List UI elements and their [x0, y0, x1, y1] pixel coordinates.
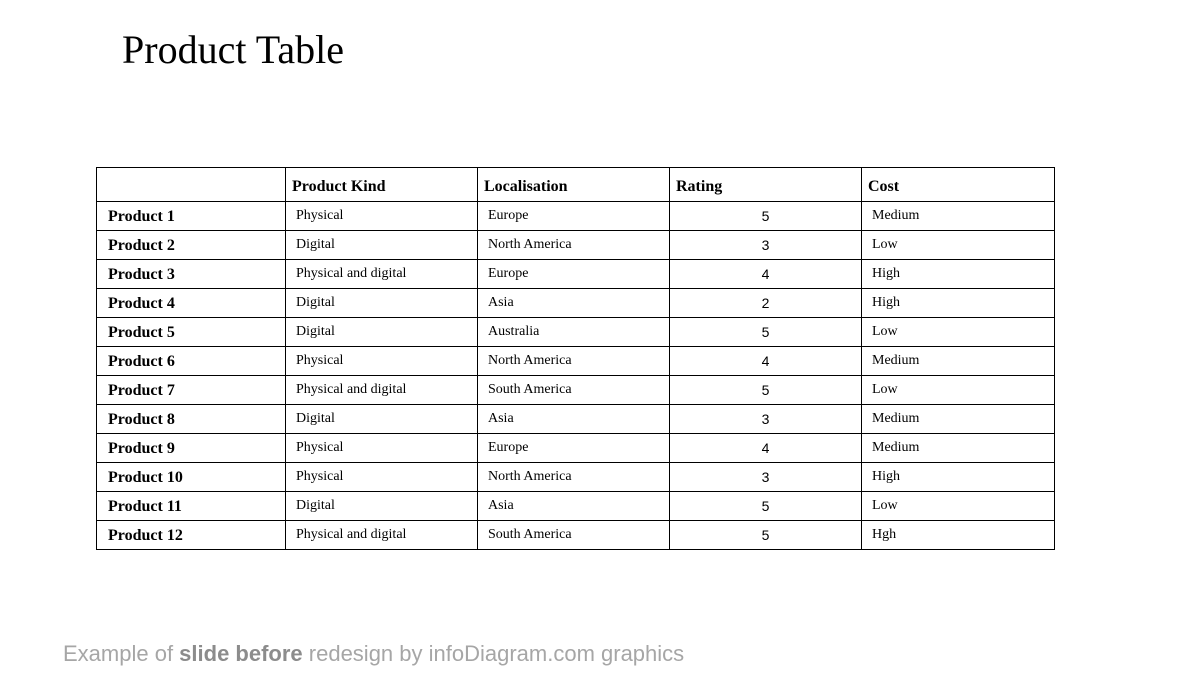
cell-rating: 5	[670, 318, 862, 347]
row-header-product-name: Product 7	[97, 376, 286, 405]
table-row	[97, 521, 1055, 550]
row-header-product-name: Product 1	[97, 202, 286, 231]
table-header-row	[97, 168, 1055, 202]
table-row	[97, 347, 1055, 376]
row-header-product-name: Product 12	[97, 521, 286, 550]
cell-cost: Low	[862, 376, 1055, 405]
table-body	[97, 202, 1055, 550]
cell-rating: 4	[670, 260, 862, 289]
header-cell-empty	[97, 168, 286, 202]
table-row	[97, 260, 1055, 289]
row-header-product-name: Product 3	[97, 260, 286, 289]
cell-rating: 5	[670, 202, 862, 231]
cell-rating: 5	[670, 376, 862, 405]
row-header-product-name: Product 10	[97, 463, 286, 492]
row-header-product-name: Product 2	[97, 231, 286, 260]
cell-cost: Hgh	[862, 521, 1055, 550]
cell-product-kind: Physical and digital	[286, 376, 478, 405]
cell-rating: 5	[670, 521, 862, 550]
cell-rating: 3	[670, 405, 862, 434]
row-header-product-name: Product 9	[97, 434, 286, 463]
footer-caption	[63, 640, 684, 668]
table-row	[97, 318, 1055, 347]
cell-rating: 5	[670, 492, 862, 521]
cell-localisation: Asia	[478, 492, 670, 521]
table-row	[97, 463, 1055, 492]
cell-rating: 3	[670, 463, 862, 492]
row-header-product-name: Product 8	[97, 405, 286, 434]
cell-localisation: South America	[478, 376, 670, 405]
cell-localisation: South America	[478, 521, 670, 550]
cell-cost: Medium	[862, 347, 1055, 376]
header-cell-localisation: Localisation	[478, 168, 670, 202]
cell-localisation: Europe	[478, 260, 670, 289]
table-row	[97, 492, 1055, 521]
cell-localisation: Europe	[478, 434, 670, 463]
cell-cost: High	[862, 463, 1055, 492]
header-cell-product-kind: Product Kind	[286, 168, 478, 202]
footer-text-suffix: redesign by infoDiagram.com graphics	[302, 641, 685, 666]
cell-rating: 3	[670, 231, 862, 260]
cell-product-kind: Physical	[286, 347, 478, 376]
cell-product-kind: Physical and digital	[286, 260, 478, 289]
header-cell-rating: Rating	[670, 168, 862, 202]
cell-rating: 4	[670, 434, 862, 463]
product-table	[96, 167, 1055, 550]
footer-text-prefix: Example of	[63, 641, 180, 666]
cell-cost: Low	[862, 318, 1055, 347]
cell-product-kind: Digital	[286, 289, 478, 318]
cell-localisation: Australia	[478, 318, 670, 347]
cell-product-kind: Physical and digital	[286, 521, 478, 550]
header-cell-cost: Cost	[862, 168, 1055, 202]
table-row	[97, 434, 1055, 463]
table-row	[97, 289, 1055, 318]
row-header-product-name: Product 4	[97, 289, 286, 318]
cell-localisation: Asia	[478, 405, 670, 434]
cell-localisation: North America	[478, 347, 670, 376]
cell-cost: Low	[862, 492, 1055, 521]
cell-localisation: North America	[478, 463, 670, 492]
row-header-product-name: Product 11	[97, 492, 286, 521]
cell-product-kind: Physical	[286, 434, 478, 463]
table-row	[97, 405, 1055, 434]
cell-rating: 4	[670, 347, 862, 376]
cell-product-kind: Digital	[286, 231, 478, 260]
table-row	[97, 231, 1055, 260]
table-row	[97, 376, 1055, 405]
row-header-product-name: Product 6	[97, 347, 286, 376]
cell-cost: High	[862, 289, 1055, 318]
cell-product-kind: Digital	[286, 318, 478, 347]
table-row	[97, 202, 1055, 231]
cell-cost: Medium	[862, 434, 1055, 463]
cell-cost: Medium	[862, 405, 1055, 434]
cell-product-kind: Digital	[286, 492, 478, 521]
cell-localisation: Europe	[478, 202, 670, 231]
cell-localisation: Asia	[478, 289, 670, 318]
cell-cost: High	[862, 260, 1055, 289]
cell-product-kind: Physical	[286, 202, 478, 231]
cell-localisation: North America	[478, 231, 670, 260]
slide-title: Product Table	[122, 27, 344, 72]
cell-rating: 2	[670, 289, 862, 318]
row-header-product-name: Product 5	[97, 318, 286, 347]
footer-text-emphasis: slide before	[179, 641, 303, 666]
cell-cost: Medium	[862, 202, 1055, 231]
cell-cost: Low	[862, 231, 1055, 260]
cell-product-kind: Digital	[286, 405, 478, 434]
cell-product-kind: Physical	[286, 463, 478, 492]
